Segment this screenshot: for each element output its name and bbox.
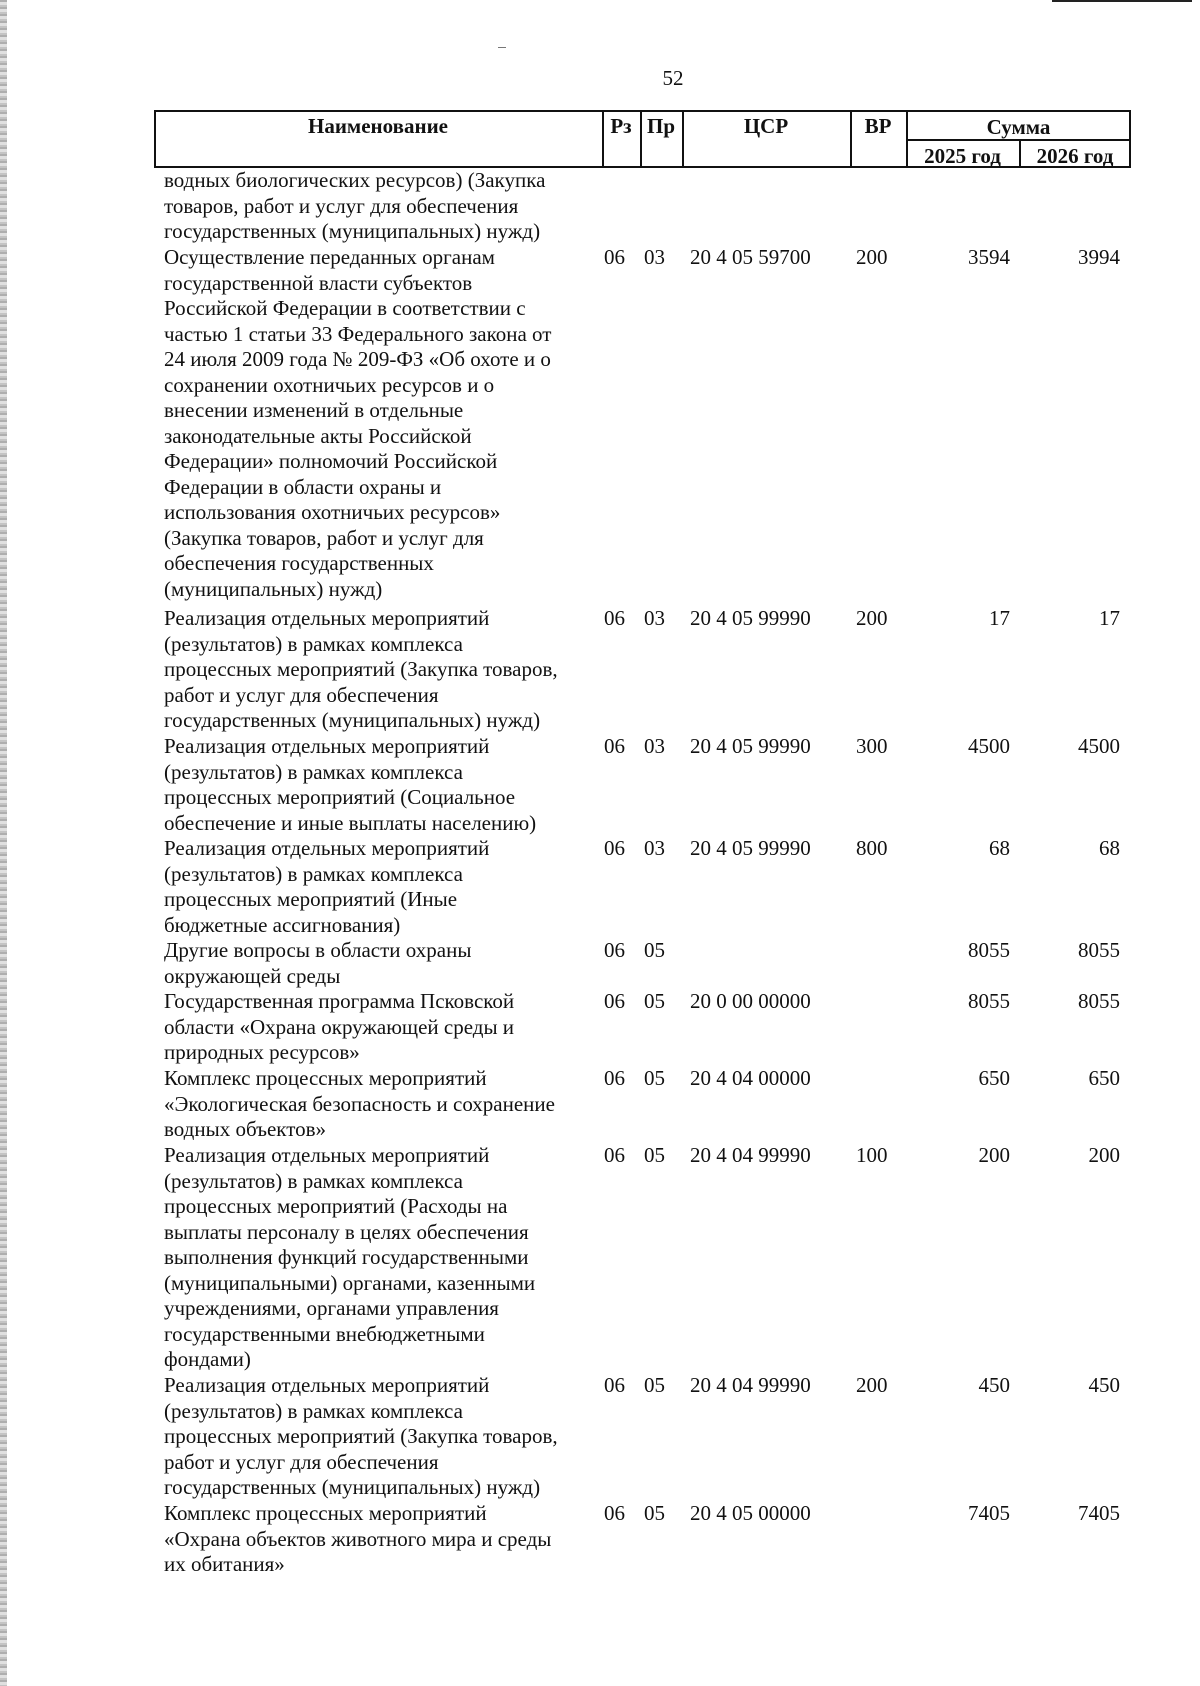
row-2025: 650	[978, 1066, 1010, 1090]
row-vr: 300	[856, 734, 888, 758]
row-pr: 05	[644, 1373, 665, 1397]
header-csr: ЦСР	[743, 114, 789, 138]
row-vr: 800	[856, 836, 888, 860]
row-rz: 06	[604, 836, 625, 860]
row-2026: 3994	[1078, 245, 1120, 269]
header-sum: Сумма	[986, 115, 1051, 139]
header-2026: 2026 год	[1036, 144, 1114, 168]
row-2025: 17	[989, 606, 1010, 630]
row-csr: 20 4 05 99990	[690, 606, 811, 630]
row-rz: 06	[604, 1501, 625, 1525]
row-csr: 20 4 05 99990	[690, 734, 811, 758]
row-2026: 68	[1099, 836, 1120, 860]
row-csr: 20 4 05 99990	[690, 836, 811, 860]
row-2026: 8055	[1078, 938, 1120, 962]
row-pr: 03	[644, 606, 665, 630]
scan-speck	[498, 47, 506, 48]
row-csr: 20 4 04 99990	[690, 1143, 811, 1167]
row-csr: 20 4 05 00000	[690, 1501, 811, 1525]
scan-edge-artifact	[0, 0, 7, 1686]
row-2026: 8055	[1078, 989, 1120, 1013]
row-2026: 4500	[1078, 734, 1120, 758]
header-2025: 2025 год	[924, 144, 1001, 168]
row-name: Реализация отдельных мероприятий (результатов) в рамках комплекса процессных мероприятий (Закупка товаров, работ и услуг для обеспечения государственных (муниципальных) нужд)	[164, 1373, 558, 1499]
row-2025: 7405	[968, 1501, 1010, 1525]
row-pr: 05	[644, 1066, 665, 1090]
row-pr: 05	[644, 938, 665, 962]
row-vr: 100	[856, 1143, 888, 1167]
row-rz: 06	[604, 734, 625, 758]
row-csr: 20 4 04 99990	[690, 1373, 811, 1397]
row-name: водных биологических ресурсов) (Закупка товаров, работ и услуг для обеспечения государственных (муниципальных) нужд)	[164, 168, 546, 243]
row-rz: 06	[604, 989, 625, 1013]
row-2025: 68	[989, 836, 1010, 860]
row-2026: 450	[1088, 1373, 1120, 1397]
row-rz: 06	[604, 1066, 625, 1090]
row-2025: 8055	[968, 938, 1010, 962]
row-pr: 03	[644, 836, 665, 860]
row-pr: 05	[644, 1501, 665, 1525]
header-top-border	[154, 110, 1131, 112]
row-name: Реализация отдельных мероприятий (результатов) в рамках комплекса процессных мероприятий (Иные бюджетные ассигнования)	[164, 836, 490, 937]
row-name: Реализация отдельных мероприятий (результатов) в рамках комплекса процессных мероприятий (Закупка товаров, работ и услуг для обеспечения государственных (муниципальных) нужд)	[164, 606, 558, 732]
row-rz: 06	[604, 606, 625, 630]
row-2025: 8055	[968, 989, 1010, 1013]
table-header	[154, 110, 1131, 168]
row-pr: 03	[644, 245, 665, 269]
header-rz: Рз	[610, 114, 632, 138]
row-name: Государственная программа Псковской области «Охрана окружающей среды и природных ресурсов»	[164, 989, 515, 1064]
row-csr: 20 4 05 59700	[690, 245, 811, 269]
row-name: Осуществление переданных органам государственной власти субъектов Российской Федерации в соответствии с частью 1 статьи 33 Федерального закона от 24 июля 2009 года № 209-ФЗ «Об охоте и о сохранении охотничьих ресурсов и о внесении изменений в отдельные законодательные акты Российской Федерации» полномочий Российской Федерации в области охраны и использования охотничьих ресурсов» (Закупка товаров, работ и услуг для обеспечения государственных (муниципальных) нужд)	[164, 245, 552, 601]
row-2025: 200	[978, 1143, 1010, 1167]
row-2026: 17	[1099, 606, 1120, 630]
row-2025: 450	[978, 1373, 1010, 1397]
scan-corner-line	[1052, 0, 1192, 2]
header-name: Наименование	[308, 114, 448, 138]
row-name: Комплекс процессных мероприятий «Экологическая безопасность и сохранение водных объектов»	[164, 1066, 555, 1141]
page-number: 52	[662, 66, 684, 90]
row-vr: 200	[856, 245, 888, 269]
row-rz: 06	[604, 938, 625, 962]
row-csr: 20 0 00 00000	[690, 989, 811, 1013]
row-name: Комплекс процессных мероприятий «Охрана объектов животного мира и среды их обитания»	[164, 1501, 552, 1576]
row-pr: 05	[644, 1143, 665, 1167]
row-2026: 200	[1088, 1143, 1120, 1167]
row-2026: 650	[1088, 1066, 1120, 1090]
row-rz: 06	[604, 1143, 625, 1167]
row-name: Реализация отдельных мероприятий (результатов) в рамках комплекса процессных мероприятий (Социальное обеспечение и иные выплаты населению)	[164, 734, 537, 835]
row-csr: 20 4 04 00000	[690, 1066, 811, 1090]
row-pr: 05	[644, 989, 665, 1013]
row-vr: 200	[856, 1373, 888, 1397]
row-name: Реализация отдельных мероприятий (результатов) в рамках комплекса процессных мероприятий (Расходы на выплаты персоналу в целях обеспечения выполнения функций государственными (муниципальными) органами, казенными учреждениями, органами управления государственными внебюджетными фондами)	[164, 1143, 536, 1371]
row-2025: 4500	[968, 734, 1010, 758]
row-rz: 06	[604, 245, 625, 269]
row-name: Другие вопросы в области охраны окружающей среды	[164, 938, 472, 988]
header-pr: Пр	[646, 114, 675, 138]
row-vr: 200	[856, 606, 888, 630]
row-rz: 06	[604, 1373, 625, 1397]
row-2026: 7405	[1078, 1501, 1120, 1525]
header-vr: ВР	[864, 114, 892, 138]
row-pr: 03	[644, 734, 665, 758]
row-2025: 3594	[968, 245, 1010, 269]
